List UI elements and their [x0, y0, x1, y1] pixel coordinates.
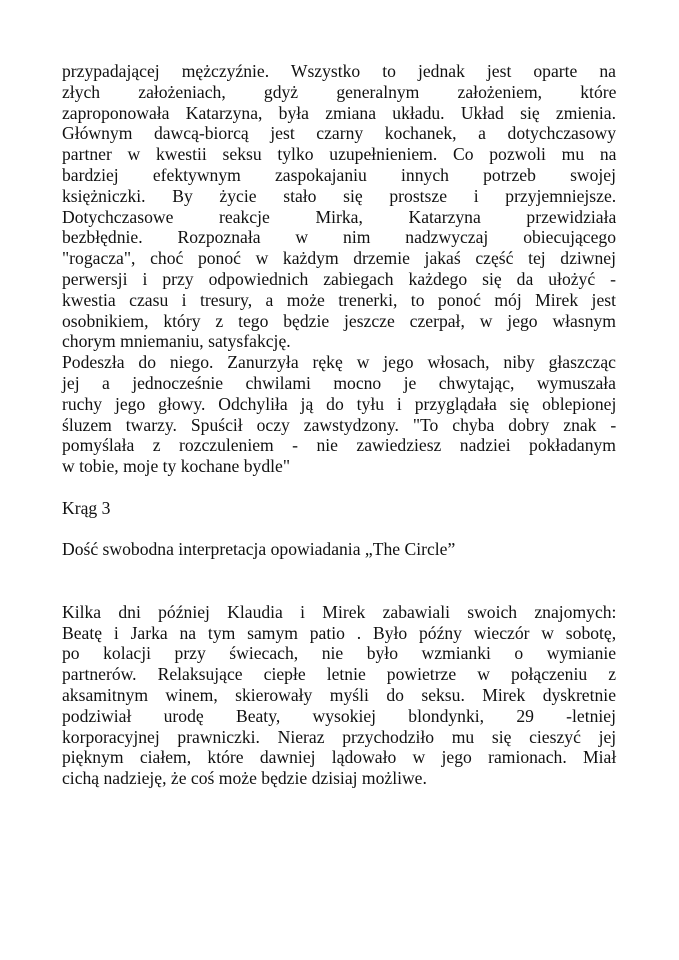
text-line: partnerów. Relaksujące ciepłe letnie powietrze w połączeniu z — [62, 664, 616, 685]
text-line: ruchy jego głowy. Odchyliła ją do tyłu i przyglądała się oblepionej — [62, 393, 617, 414]
text-line: Dotychczasowe reakcje Mirka, Katarzyna przewidziała — [62, 206, 617, 227]
text-line: Głównym dawcą-biorcą jest czarny kochanek, a dotychczasowy — [62, 123, 616, 144]
text-line: chorym mniemaniu, satysfakcję. — [62, 331, 291, 352]
text-line: pomyślała z rozczuleniem - nie zawiedziesz nadziei pokładanym — [62, 435, 616, 456]
paragraph-1 — [62, 61, 616, 352]
text-line: po kolacji przy świecach, nie było wzmianki o wymianie — [62, 643, 617, 664]
paragraph-3 — [62, 602, 616, 789]
text-line: bardziej efektywnym zaspokajaniu innych potrzeb swojej — [62, 164, 617, 185]
text-line: księżniczki. By życie stało się prostsze i przyjemniejsze. — [62, 185, 617, 206]
text-line: Kilka dni później Klaudia i Mirek zabawiali swoich znajomych: — [62, 601, 617, 622]
text-line: jej a jednocześnie chwilami mocno je chwytając, wymuszała — [62, 372, 616, 393]
text-line: aksamitnym winem, skierowały myśli do seksu. Mirek dyskretnie — [62, 684, 616, 705]
text-line: partner w kwestii seksu tylko uzupełnieniem. Co pozwoli mu na — [62, 144, 617, 165]
chapter-subtitle: Dość swobodna interpretacja opowiadania „The Circle” — [62, 539, 456, 560]
text-line: pięknym ciałem, które dawniej lądowało w jego ramionach. Miał — [62, 747, 617, 768]
text-line: śluzem twarzy. Spuścił oczy zawstydzony. "To chyba dobry znak - — [62, 414, 617, 435]
text-line: w tobie, moje ty kochane bydle" — [62, 456, 291, 477]
text-line: przypadającej mężczyźnie. Wszystko to jednak jest oparte na — [62, 61, 616, 81]
document-page — [62, 61, 616, 789]
text-line: zaproponowała Katarzyna, była zmiana układu. Układ się zmienia. — [62, 102, 616, 123]
text-line: kwestia czasu i tresury, a może trenerki, to ponoć mój Mirek jest — [62, 289, 616, 310]
text-line: korporacyjnej prawniczki. Nieraz przychodziło mu się cieszyć jej — [62, 726, 617, 747]
paragraph-2 — [62, 352, 616, 477]
text-line: podziwiał urodę Beaty, wysokiej blondynki, 29 -letniej — [62, 705, 616, 726]
text-line: bezbłędnie. Rozpoznała w nim nadzwyczaj obiecującego — [62, 227, 616, 248]
text-line: złych założeniach, gdyż generalnym założeniem, które — [62, 81, 617, 102]
text-line: cichą nadzieję, że coś może będzie dzisiaj możliwe. — [62, 768, 427, 789]
text-line: Beatę i Jarka na tym samym patio . Było późny wieczór w sobotę, — [62, 622, 617, 643]
text-line: Podeszła do niego. Zanurzyła rękę w jego włosach, niby głaszcząc — [62, 352, 616, 373]
text-line: "rogacza", choć ponoć w każdym drzemie jakaś część tej dziwnej — [62, 248, 616, 269]
chapter-title: Krąg 3 — [62, 497, 111, 518]
text-line: osobnikiem, który z tego będzie jeszcze czerpał, w jego własnym — [62, 310, 616, 331]
text-line: perwersji i przy odpowiednich zabiegach każdego się da ułożyć - — [62, 268, 616, 289]
